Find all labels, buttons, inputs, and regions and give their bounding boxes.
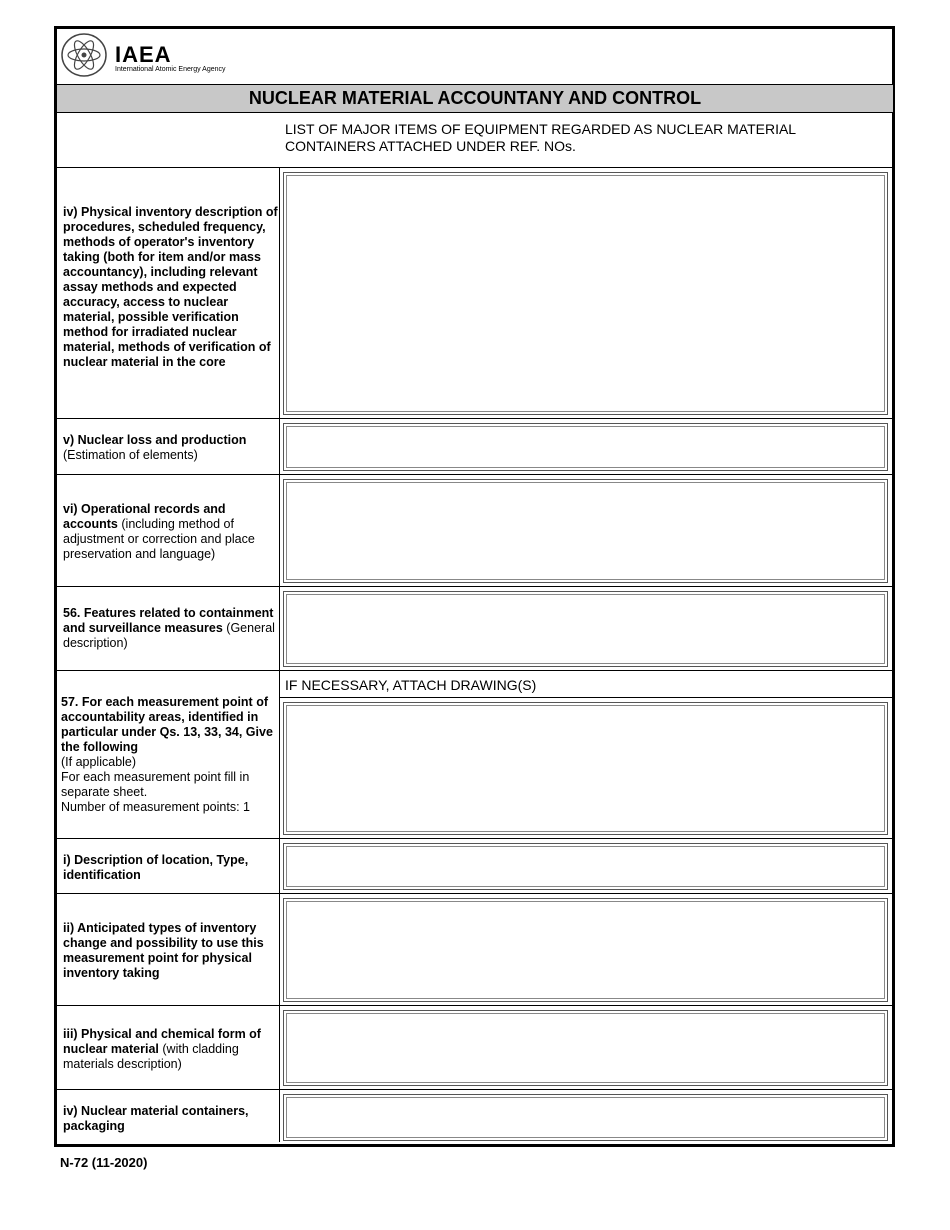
physical-form-field[interactable] [283,1010,888,1086]
column-divider [279,167,280,1142]
divider [57,838,893,839]
containers-field[interactable] [283,1094,888,1141]
measurement-point-label-bold: 57. For each measurement point of accountability areas, identified in particular under Qs. 13, 33, 34, Give the following [61,695,273,754]
measurement-point-label [61,695,276,815]
loss-production-label [63,433,278,463]
physical-form-label-bold: iii) Physical and chemical form of nuclear material [63,1027,261,1056]
loss-production-label-note: (Estimation of elements) [63,448,198,462]
operational-records-label [63,502,278,562]
loss-production-field[interactable] [283,423,888,471]
divider [57,1005,893,1006]
divider [57,474,893,475]
page-title: NUCLEAR MATERIAL ACCOUNTANY AND CONTROL [57,84,893,113]
containment-label-bold: 56. Features related to containment and surveillance measures [63,606,274,635]
logo-subtitle: International Atomic Energy Agency [115,66,226,73]
containment-label-note: (General description) [63,621,275,650]
divider [57,1089,893,1090]
list-note [285,121,845,155]
loss-production-label-bold: v) Nuclear loss and production [63,433,247,447]
attach-drawing-note: IF NECESSARY, ATTACH DRAWING(S) [285,677,537,693]
operational-records-label-note: (including method of adjustment or correction and place preservation and language) [63,517,255,561]
form-id: N-72 (11-2020) [60,1155,148,1170]
containers-label: iv) Nuclear material containers, packaging [63,1104,249,1133]
measurement-point-note1: (If applicable) [61,755,137,769]
operational-records-field[interactable] [283,479,888,583]
location-label: i) Description of location, Type, identification [63,853,249,882]
measurement-point-field[interactable] [283,702,888,835]
physical-form-label-note: (with cladding materials description) [63,1042,239,1071]
containment-label [63,606,278,651]
inventory-change-field[interactable] [283,898,888,1002]
containment-field[interactable] [283,591,888,667]
physical-inventory-label: iv) Physical inventory description of procedures, scheduled frequency, methods of operator's inventory taking (both for item and/or mass accountancy), including relevant assay methods and expected accuracy, access to nuclear material, possible verification method for irradiated nuclear material, methods of verification of nuclear material in the core [63,205,278,369]
measurement-point-count: Number of measurement points: 1 [61,800,250,814]
operational-records-label-bold: vi) Operational records and accounts [63,502,226,531]
measurement-point-note2: For each measurement point fill in separate sheet. [61,770,250,799]
divider [57,167,893,168]
divider [57,670,893,671]
divider [57,893,893,894]
divider [57,586,893,587]
logo-text: IAEA [115,42,172,67]
list-note-line1: LIST OF MAJOR ITEMS OF EQUIPMENT REGARDED AS NUCLEAR MATERIAL [285,121,797,137]
inventory-change-label: ii) Anticipated types of inventory change and possibility to use this measurement point for physical inventory taking [63,921,264,980]
list-note-line2: CONTAINERS ATTACHED UNDER REF. NOs. [285,138,576,154]
divider [57,418,893,419]
physical-form-label [63,1027,278,1072]
location-field[interactable] [283,843,888,890]
divider [279,697,893,698]
physical-inventory-field[interactable] [283,172,888,415]
